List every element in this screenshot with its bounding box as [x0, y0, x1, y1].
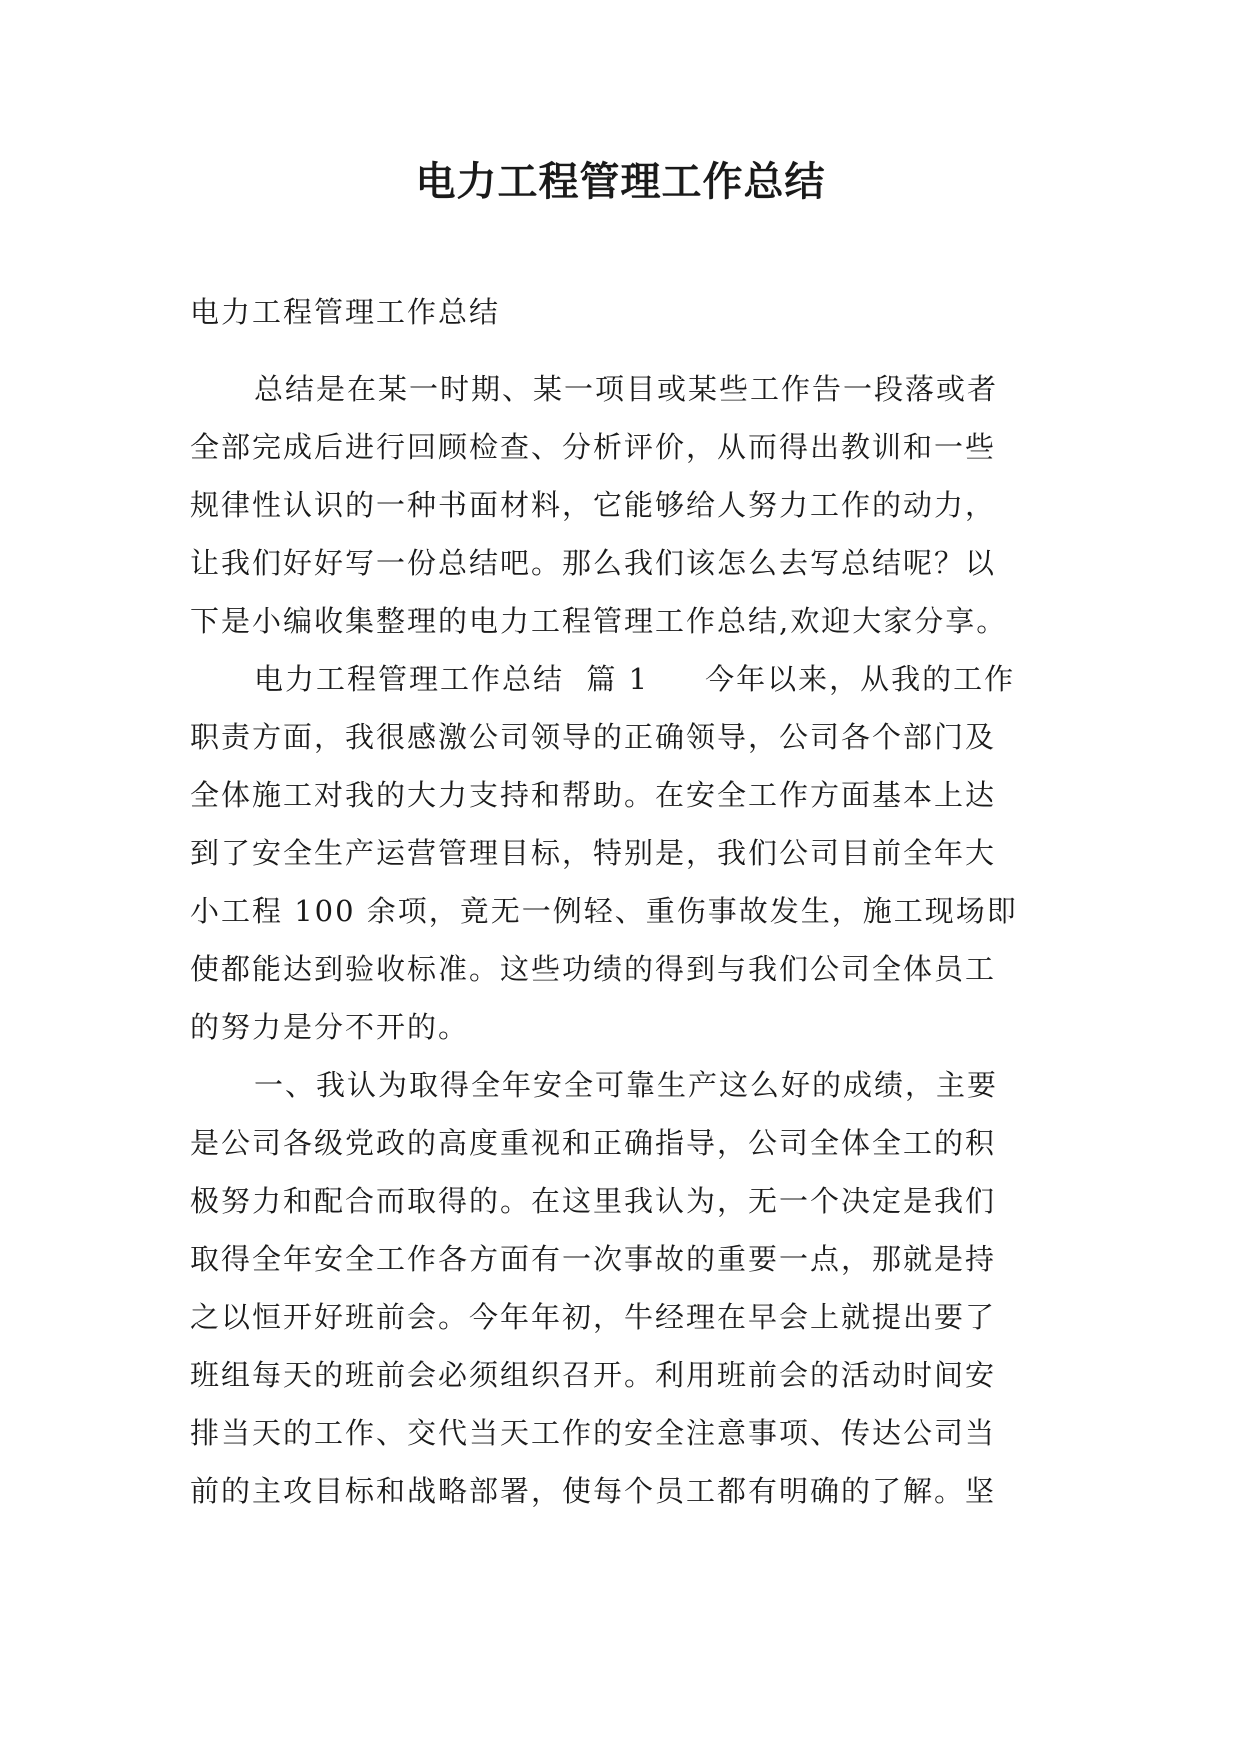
document-title: 电力工程管理工作总结	[415, 158, 826, 205]
paragraph-line: 排当天的工作、交代当天工作的安全注意事项、传达公司当	[190, 1416, 997, 1450]
paragraph-line: 的努力是分不开的。	[190, 1010, 470, 1044]
paragraph-line: 之以恒开好班前会。今年年初，牛经理在早会上就提出要了	[190, 1300, 997, 1334]
paragraph-line: 取得全年安全工作各方面有一次事故的重要一点，那就是持	[190, 1242, 997, 1276]
paragraph-line: 前的主攻目标和战略部署，使每个员工都有明确的了解。坚	[190, 1474, 997, 1508]
paragraph-line: 全部完成后进行回顾检查、分析评价，从而得出教训和一些	[190, 430, 997, 464]
paragraph-line: 下是小编收集整理的电力工程管理工作总结,欢迎大家分享。	[190, 604, 1008, 638]
paragraph-line: 小工程 100 余项，竟无一例轻、重伤事故发生，施工现场即	[190, 894, 1018, 928]
paragraph-line: 是公司各级党政的高度重视和正确指导，公司全体全工的积	[190, 1126, 997, 1160]
paragraph-line: 一、我认为取得全年安全可靠生产这么好的成绩，主要	[254, 1068, 999, 1102]
paragraph-point-1	[190, 1056, 1052, 1520]
document-subtitle: 电力工程管理工作总结	[190, 295, 501, 329]
paragraph-line: 全体施工对我的大力支持和帮助。在安全工作方面基本上达	[190, 778, 997, 812]
paragraph-line: 让我们好好写一份总结吧。那么我们该怎么去写总结呢？以	[190, 546, 997, 580]
paragraph-line: 极努力和配合而取得的。在这里我认为，无一个决定是我们	[190, 1184, 997, 1218]
paragraph-line: 班组每天的班前会必须组织召开。利用班前会的活动时间安	[190, 1358, 997, 1392]
section-first-line-text: 今年以来，从我的工作	[705, 662, 1016, 696]
paragraph-line: 职责方面，我很感激公司领导的正确领导，公司各个部门及	[190, 720, 997, 754]
paragraph-first-line	[190, 650, 1052, 708]
paragraph-line: 到了安全生产运营管理目标，特别是，我们公司目前全年大	[190, 836, 997, 870]
paragraph-intro	[190, 360, 1052, 650]
paragraph-section-1	[190, 650, 1052, 1056]
paragraph-line: 总结是在某一时期、某一项目或某些工作告一段落或者	[254, 372, 999, 406]
paragraph-line: 规律性认识的一种书面材料，它能够给人努力工作的动力，	[190, 488, 997, 522]
section-heading: 电力工程管理工作总结 篇 1	[254, 662, 650, 696]
paragraph-line: 使都能达到验收标准。这些功绩的得到与我们公司全体员工	[190, 952, 997, 986]
